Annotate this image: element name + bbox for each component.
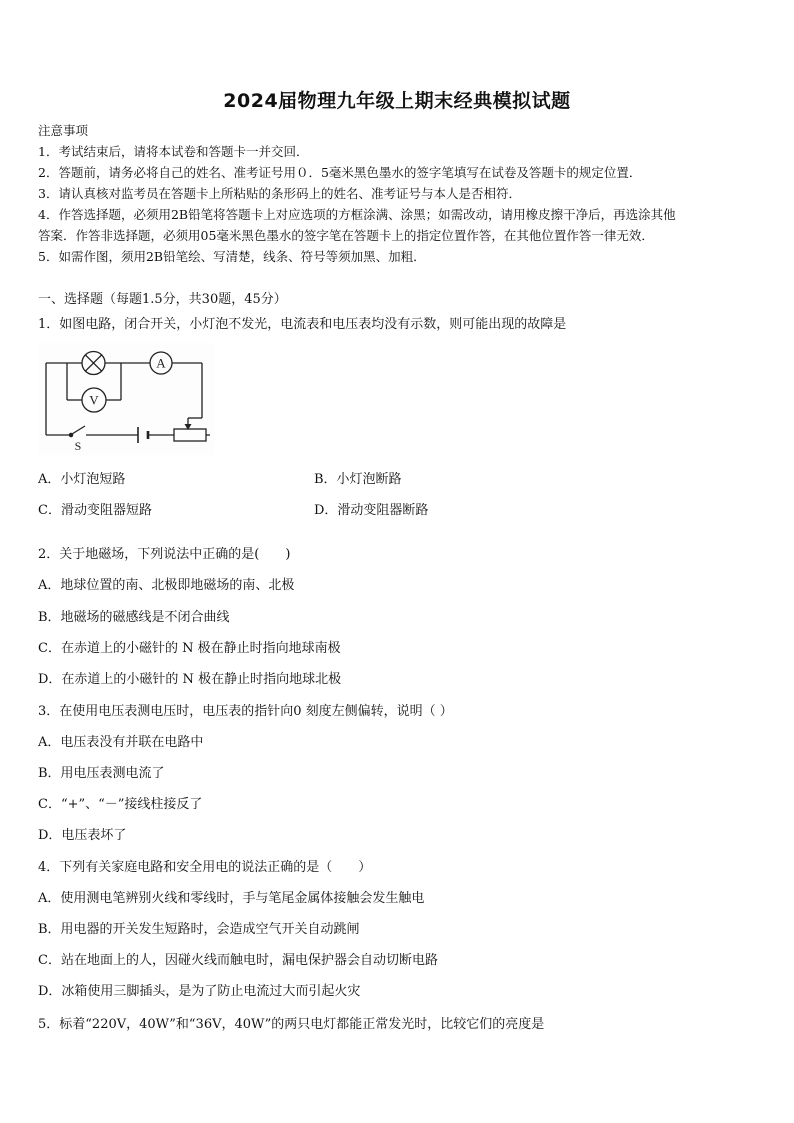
option-c: C．站在地面上的人，因碰火线而触电时，漏电保护器会自动切断电路 [38,953,438,968]
notice-item: 3．请认真核对监考员在答题卡上所粘贴的条形码上的姓名、准考证号与本人是否相符． [38,186,521,201]
option-b: B．用电压表测电流了 [38,766,165,781]
option-b: B．地磁场的磁感线是不闭合曲线 [38,610,230,625]
question-2-stem: 2．关于地磁场，下列说法中正确的是( ) [38,547,291,562]
circuit-diagram [38,343,214,455]
option-c: C．“+”、“－”接线柱接反了 [38,797,203,812]
option-c: C．滑动变阻器短路 [38,503,152,518]
ammeter-label: A [156,355,166,371]
question-3-stem: 3．在使用电压表测电压时，电压表的指针向0 刻度左侧偏转，说明（ ） [38,704,453,719]
option-d: D．电压表坏了 [38,828,127,843]
option-d: D．滑动变阻器断路 [314,503,429,518]
notice-item: 5．如需作图，须用2B铅笔绘、写清楚，线条、符号等须加黑、加粗． [38,249,426,264]
circuit-background [38,343,214,455]
option-a: A．小灯泡短路 [38,472,126,487]
option-a: A．使用测电笔辨别火线和零线时，手与笔尾金属体接触会发生触电 [38,891,425,906]
notice-item: 2．答题前，请务必将自己的姓名、准考证号用０．5毫米黑色墨水的签字笔填写在试卷及答题卡的规定位置． [38,165,642,180]
notice-heading: 注意事项 [38,123,89,138]
question-4-stem: 4．下列有关家庭电路和安全用电的说法正确的是（ ） [38,860,372,875]
question-1-stem: 1．如图电路，闭合开关，小灯泡不发光，电流表和电压表均没有示数，则可能出现的故障是 [38,317,567,332]
option-b: B．用电器的开关发生短路时，会造成空气开关自动跳闸 [38,922,360,937]
switch-label: S [74,439,82,453]
notice-item: 答案．作答非选择题，必须用05毫米黑色墨水的签字笔在答题卡上的指定位置作答，在其他位置作答一律无效． [38,228,654,243]
page-title: 2024届物理九年级上期末经典模拟试题 [223,90,571,112]
option-a: A．电压表没有并联在电路中 [38,735,204,750]
option-d: D．在赤道上的小磁针的 N 极在静止时指向地球北极 [38,672,342,687]
option-a: A．地球位置的南、北极即地磁场的南、北极 [38,578,295,593]
question-5-stem: 5．标着“220V，40W”和“36V，40W”的两只电灯都能正常发光时，比较它们的亮度是 [38,1017,545,1032]
option-c: C．在赤道上的小磁针的 N 极在静止时指向地球南极 [38,641,341,656]
notice-item: 4．作答选择题，必须用2B铅笔将答题卡上对应选项的方框涂满、涂黑；如需改动，请用橡皮擦干净后，再选涂其他 [38,207,676,222]
voltmeter-label: V [89,392,99,408]
option-b: B．小灯泡断路 [314,472,402,487]
notice-item: 1．考试结束后，请将本试卷和答题卡一并交回． [38,144,309,159]
section-heading: 一、选择题（每题1.5分，共30题，45分） [38,292,287,307]
option-d: D．冰箱使用三脚插头，是为了防止电流过大而引起火灾 [38,984,361,999]
